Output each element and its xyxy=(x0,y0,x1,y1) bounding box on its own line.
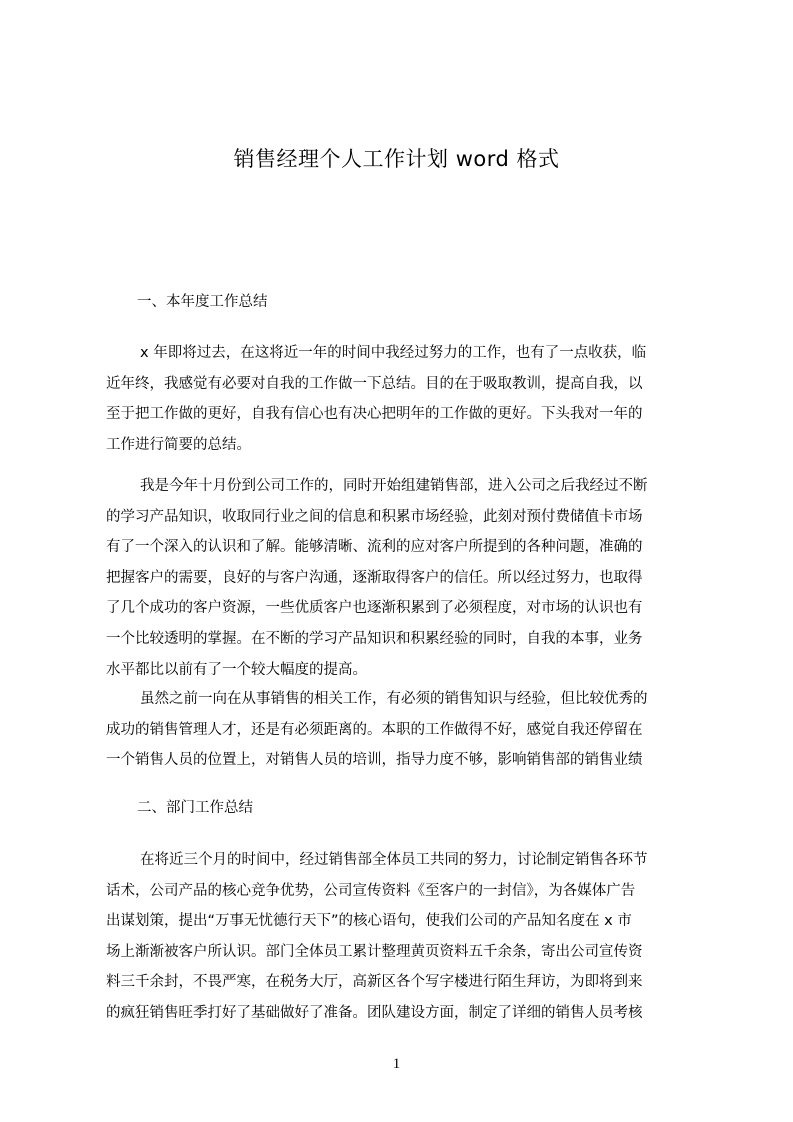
section-heading: 二、部门工作总结 xyxy=(137,800,253,816)
paragraph-line: 的疯狂销售旺季打好了基础做好了准备。团队建设方面，制定了详细的销售人员考核 xyxy=(106,1004,643,1021)
paragraph-line: 近年终，我感觉有必要对自我的工作做一下总结。目的在于吸取教训，提高自我，以 xyxy=(106,375,643,392)
paragraph-line: x 年即将过去，在这将近一年的时间中我经过努力的工作，也有了一点收获，临 xyxy=(140,345,647,361)
paragraph xyxy=(106,684,699,776)
paragraph-line: 水平都比以前有了一个较大幅度的提高。 xyxy=(106,661,367,678)
page-number: 1 xyxy=(392,1056,401,1072)
paragraph-line: 有了一个深入的认识和了解。能够清晰、流利的应对客户所提到的各种问题，准确的 xyxy=(106,539,643,556)
paragraph-line: 一个销售人员的位置上，对销售人员的培训，指导力度不够，影响销售部的销售业绩 xyxy=(106,752,643,769)
paragraph-line: 了几个成功的客户资源，一些优质客户也逐渐积累到了必须程度，对市场的认识也有 xyxy=(106,600,643,617)
paragraph-line: 料三千余封，不畏严寒，在税务大厅，高新区各个写字楼进行陌生拜访，为即将到来 xyxy=(106,974,643,991)
paragraph-line: 在将近三个月的时间中，经过销售部全体员工共同的努力，讨论制定销售各环节 xyxy=(140,852,648,868)
section-heading: 一、本年度工作总结 xyxy=(137,294,268,310)
document-title: 销售经理个人工作计划 word 格式 xyxy=(233,147,560,171)
paragraph-line: 工作进行简要的总结。 xyxy=(106,436,251,453)
paragraph xyxy=(106,338,699,460)
paragraph xyxy=(106,471,699,685)
paragraph-line: 话术，公司产品的核心竞争优势，公司宣传资料《至客户的一封信》，为各媒体广告 xyxy=(106,882,636,899)
paragraph-line: 的学习产品知识，收取同行业之间的信息和积累市场经验，此刻对预付费储值卡市场 xyxy=(106,508,643,525)
paragraph-line: 一个比较透明的掌握。在不断的学习产品知识和积累经验的同时，自我的本事，业务 xyxy=(106,630,643,647)
paragraph-line: 把握客户的需要，良好的与客户沟通，逐渐取得客户的信任。所以经过努力，也取得 xyxy=(106,569,643,586)
paragraph-line: 虽然之前一向在从事销售的相关工作，有必须的销售知识与经验，但比较优秀的 xyxy=(140,691,648,707)
paragraph-line: 成功的销售管理人才，还是有必须距离的。本职的工作做得不好，感觉自我还停留在 xyxy=(106,721,643,738)
paragraph-line: 出谋划策，提出“万事无忧德行天下”的核心语句，使我们公司的产品知名度在 x 市 xyxy=(106,913,632,930)
paragraph xyxy=(106,845,699,1029)
paragraph-line: 我是今年十月份到公司工作的，同时开始组建销售部，进入公司之后我经过不断 xyxy=(140,478,648,494)
paragraph-line: 至于把工作做的更好，自我有信心也有决心把明年的工作做的更好。下头我对一年的 xyxy=(106,406,643,423)
paragraph-line: 场上渐渐被客户所认识。部门全体员工累计整理黄页资料五千余条，寄出公司宣传资 xyxy=(106,943,643,960)
